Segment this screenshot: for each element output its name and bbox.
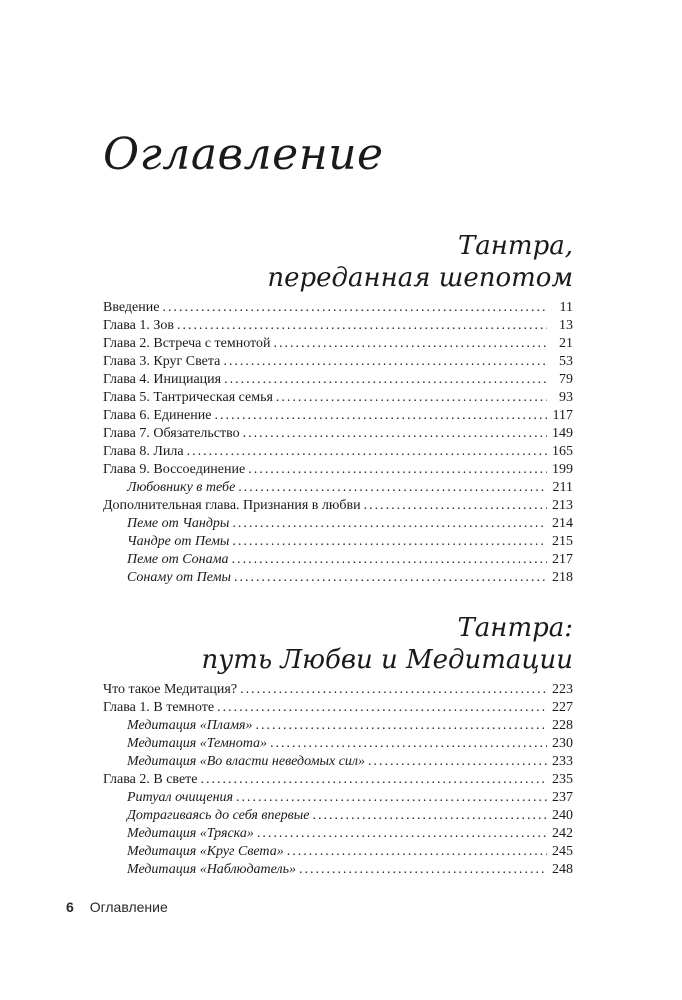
toc-dot-leader: [187, 443, 547, 461]
toc-entry-title: Глава 8. Лила: [103, 444, 184, 459]
toc-dot-leader: [238, 479, 547, 497]
section-heading-line: путь Любви и Медитации: [201, 645, 573, 675]
toc-dot-leader: [273, 335, 547, 353]
toc-entry: [103, 681, 573, 699]
toc-entry-title: Что такое Медитация?: [103, 682, 238, 697]
toc-entry-title: Любовнику в тебе: [127, 480, 236, 495]
toc-entry-page: 218: [552, 570, 573, 585]
toc-subentry: [103, 807, 573, 825]
toc-dot-leader: [177, 317, 547, 335]
toc-entry-page: 245: [552, 844, 573, 859]
toc-entry-page: 248: [552, 862, 573, 877]
section-heading-line: переданная шепотом: [267, 263, 573, 293]
toc-subentry: [103, 569, 573, 587]
toc-dot-leader: [232, 533, 547, 551]
toc-entry-page: 53: [559, 354, 573, 369]
toc-dot-leader: [243, 425, 547, 443]
toc-entry: [103, 425, 573, 443]
toc-subentry: [103, 717, 573, 735]
footer-running-title: Оглавление: [89, 899, 168, 915]
toc-entry-page: 230: [552, 736, 573, 751]
toc-dot-leader: [234, 569, 547, 587]
toc-entry: [103, 771, 573, 789]
toc-entry-page: 149: [552, 426, 573, 441]
toc-dot-leader: [257, 825, 547, 843]
toc-entry-title: Глава 1. Зов: [103, 318, 175, 333]
toc-entry-page: 165: [552, 444, 573, 459]
toc-entry-title: Сонаму от Пемы: [127, 570, 232, 585]
toc-entry-page: 215: [552, 534, 573, 549]
toc-entry-page: 93: [559, 390, 573, 405]
toc-dot-leader: [223, 353, 547, 371]
toc-entry-title: Дополнительная глава. Признания в любви: [103, 498, 361, 513]
toc-entry-title: Медитация «Тряска»: [127, 826, 254, 841]
toc-entry-page: 233: [552, 754, 573, 769]
toc-entry-title: Глава 5. Тантрическая семья: [103, 390, 273, 405]
toc-entry-page: 228: [552, 718, 573, 733]
toc-entry-title: Медитация «Во власти неведомых сил»: [127, 754, 366, 769]
toc-subentry: [103, 551, 573, 569]
toc-dot-leader: [224, 371, 547, 389]
toc-entry-title: Ритуал очищения: [127, 790, 234, 805]
toc-entry: [103, 461, 573, 479]
toc-entry-page: 199: [552, 462, 573, 477]
toc-entry-title: Пеме от Чандры: [127, 516, 230, 531]
toc-dot-leader: [287, 843, 547, 861]
toc-dot-leader: [232, 551, 547, 569]
toc-dot-leader: [299, 861, 547, 879]
toc-dot-leader: [312, 807, 547, 825]
toc-entry-title: Глава 3. Круг Света: [103, 354, 221, 369]
footer-page-number: 6: [66, 899, 74, 915]
toc-entry: [103, 699, 573, 717]
toc-subentry: [103, 843, 573, 861]
toc-entry-page: 11: [559, 300, 573, 315]
toc-entry-page: 242: [552, 826, 573, 841]
toc-entry: [103, 389, 573, 407]
toc-subentry: [103, 735, 573, 753]
toc-entry: [103, 443, 573, 461]
toc-dot-leader: [217, 699, 547, 717]
toc-dot-leader: [214, 407, 547, 425]
toc-entry: [103, 317, 573, 335]
toc-entry-page: 21: [559, 336, 573, 351]
toc-list-section-2: [103, 681, 573, 879]
toc-subentry: [103, 825, 573, 843]
toc-dot-leader: [232, 515, 547, 533]
toc-entry-title: Глава 2. В свете: [103, 772, 198, 787]
toc-dot-leader: [201, 771, 547, 789]
toc-entry-page: 211: [552, 480, 573, 495]
toc-entry: [103, 371, 573, 389]
section-heading-line: Тантра:: [457, 613, 573, 643]
toc-entry-page: 214: [552, 516, 573, 531]
toc-dot-leader: [240, 681, 547, 699]
toc-entry: [103, 497, 573, 515]
toc-entry-title: Медитация «Пламя»: [127, 718, 253, 733]
page-title: Оглавление: [103, 129, 384, 181]
toc-entry-title: Глава 1. В темноте: [103, 700, 215, 715]
page-footer: [66, 898, 168, 916]
toc-entry-page: 227: [552, 700, 573, 715]
toc-entry-page: 237: [552, 790, 573, 805]
toc-entry-page: 213: [552, 498, 573, 513]
toc-entry-title: Глава 9. Воссоединение: [103, 462, 246, 477]
toc-entry-page: 223: [552, 682, 573, 697]
toc-dot-leader: [256, 717, 547, 735]
toc-dot-leader: [236, 789, 547, 807]
toc-entry: [103, 299, 573, 317]
toc-entry-page: 13: [559, 318, 573, 333]
toc-dot-leader: [248, 461, 547, 479]
toc-entry-title: Глава 4. Инициация: [103, 372, 222, 387]
section-heading-tantra-whispered: [103, 230, 573, 294]
toc-entry-title: Пеме от Сонама: [127, 552, 229, 567]
toc-subentry: [103, 515, 573, 533]
toc-entry-title: Дотрагиваясь до себя впервые: [127, 808, 310, 823]
section-heading-line: Тантра,: [457, 231, 573, 261]
toc-entry-title: Глава 6. Единение: [103, 408, 212, 423]
toc-entry-page: 117: [552, 408, 573, 423]
toc-subentry: [103, 789, 573, 807]
toc-entry-title: Глава 7. Обязательство: [103, 426, 240, 441]
toc-entry-title: Чандре от Пемы: [127, 534, 230, 549]
toc-dot-leader: [368, 753, 547, 771]
toc-entry-title: Медитация «Темнота»: [127, 736, 268, 751]
toc-entry: [103, 407, 573, 425]
toc-entry-title: Глава 2. Встреча с темнотой: [103, 336, 271, 351]
toc-subentry: [103, 861, 573, 879]
toc-dot-leader: [162, 299, 547, 317]
toc-entry-title: Медитация «Наблюдатель»: [127, 862, 297, 877]
toc-dot-leader: [364, 497, 547, 515]
toc-entry: [103, 353, 573, 371]
toc-subentry: [103, 753, 573, 771]
toc-subentry: [103, 479, 573, 497]
toc-entry-page: 217: [552, 552, 573, 567]
toc-dot-leader: [276, 389, 547, 407]
toc-list-section-1: [103, 299, 573, 587]
section-heading-tantra-path: [103, 612, 573, 676]
toc-entry: [103, 335, 573, 353]
toc-dot-leader: [270, 735, 547, 753]
toc-subentry: [103, 533, 573, 551]
toc-entry-page: 240: [552, 808, 573, 823]
toc-entry-page: 235: [552, 772, 573, 787]
toc-entry-title: Введение: [103, 300, 160, 315]
toc-entry-page: 79: [559, 372, 573, 387]
toc-entry-title: Медитация «Круг Света»: [127, 844, 284, 859]
